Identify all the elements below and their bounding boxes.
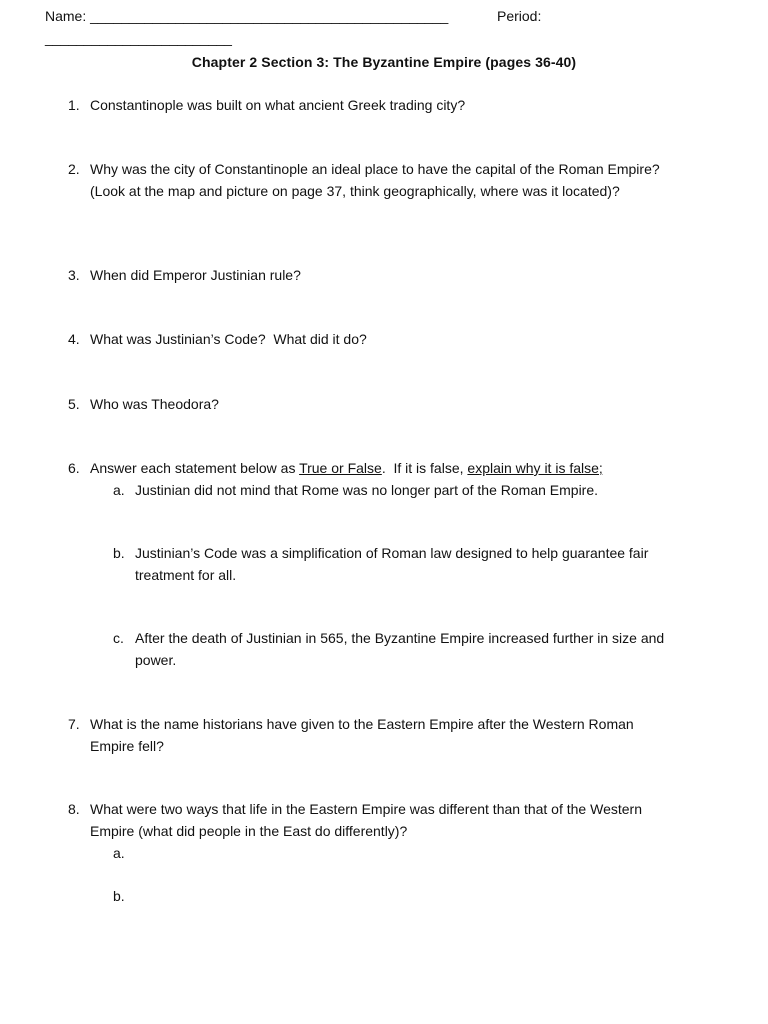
question-6c-text-line-2: power. [135,652,177,668]
question-6b-text-line-1: Justinian’s Code was a simplification of Roman law designed to help guarantee fair [135,545,649,561]
question-1-text: Constantinople was built on what ancient Greek trading city? [90,97,466,113]
question-6b-text-line-2: treatment for all. [135,567,237,583]
question-8-text-line-2: Empire (what did people in the East do differently)? [90,823,408,839]
question-number: 5. [68,396,80,412]
name-field [45,5,448,27]
question-2-text-line-2: (Look at the map and picture on page 37, think geographically, where was it located)? [90,183,620,199]
page-title: Chapter 2 Section 3: The Byzantine Empire (pages 36-40) [191,54,577,70]
name-label: Name: [45,8,91,24]
period-blank[interactable]: ________________________ [45,30,232,46]
sub-letter: a. [113,482,125,498]
name-blank[interactable]: ______________________________________________ [90,8,449,24]
sub-letter: c. [113,630,124,646]
question-8-text-line-1: What were two ways that life in the Eastern Empire was different than that of the Western [90,801,642,817]
question-number: 3. [68,267,80,283]
question-number: 7. [68,716,80,732]
sub-letter: b. [113,888,125,904]
sub-letter: a. [113,845,125,861]
question-6c-text-line-1: After the death of Justinian in 565, the Byzantine Empire increased further in size and [135,630,665,646]
question-6-text [90,457,603,479]
explain-why-underlined: explain why it is false; [467,460,603,476]
period-label: Period: [497,8,542,24]
question-6-pre: Answer each statement below as [90,460,300,476]
true-or-false-underlined: True or False [299,460,382,476]
question-7-text-line-1: What is the name historians have given to the Eastern Empire after the Western Roman [90,716,634,732]
question-number: 1. [68,97,80,113]
question-2-text-line-1: Why was the city of Constantinople an ideal place to have the capital of the Roman Empire? [90,161,660,177]
question-5-text: Who was Theodora? [90,396,219,412]
question-4-text: What was Justinian’s Code? What did it do? [90,331,367,347]
sub-letter: b. [113,545,125,561]
question-3-text: When did Emperor Justinian rule? [90,267,301,283]
question-6a-text: Justinian did not mind that Rome was no longer part of the Roman Empire. [135,482,599,498]
question-7-text-line-2: Empire fell? [90,738,164,754]
question-number: 4. [68,331,80,347]
question-number: 6. [68,460,80,476]
question-number: 2. [68,161,80,177]
question-number: 8. [68,801,80,817]
question-6-mid: . If it is false, [381,460,468,476]
